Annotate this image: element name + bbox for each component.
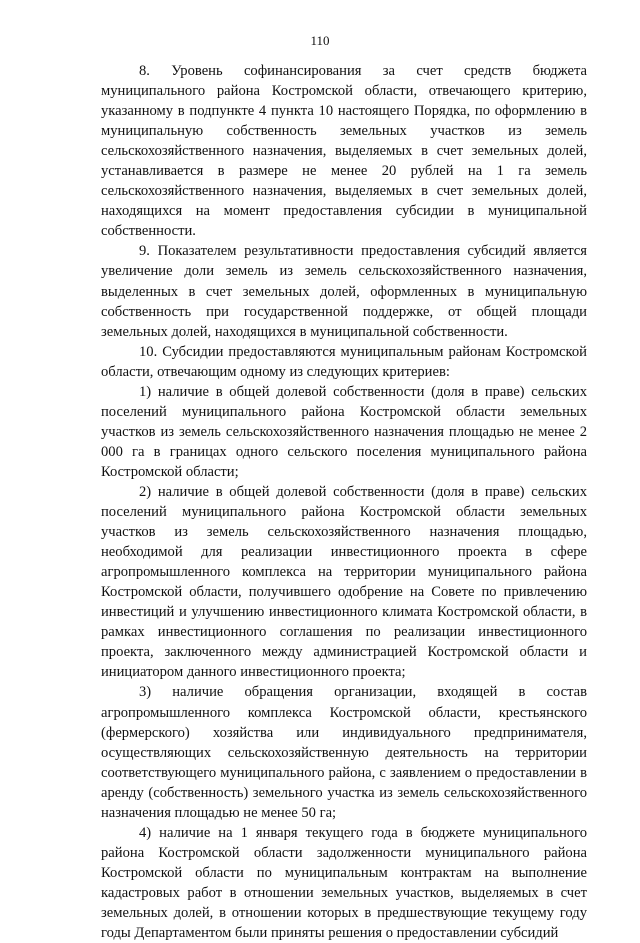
criterion-1: 1) наличие в общей долевой собственности (доля в праве) сельских поселений муниципального района Костромской области земельных участков из земель сельскохозяйственного назначения площадью не менее 2 000 га в границах одного сельского поселения муниципального района Костромской области; bbox=[101, 383, 587, 480]
page-number: 110 bbox=[310, 33, 330, 48]
document-body bbox=[101, 61, 587, 943]
criterion-3: 3) наличие обращения организации, входящей в состав агропромышленного комплекса Костромской области, крестьянского (фермерского) хозяйства или индивидуального предпринимателя, осуществляющих сельскохозяйственную деятельность на территории соответствующего муниципального района, с заявлением о предоставлении в аренду (собственность) земельного участка из земель сельскохозяйственного назначения площадью не менее 50 га; bbox=[101, 684, 587, 821]
paragraph-10: 10. Субсидии предоставляются муниципальным районам Костромской области, отвечающим одному из следующих критериев: bbox=[101, 343, 587, 380]
paragraph-8: 8. Уровень софинансирования за счет средств бюджета муниципального района Костромской области, отвечающего критерию, указанному в подпункте 4 пункта 10 настоящего Порядка, по оформлению в муниципальную собственность земельных участков из земель сельскохозяйственного назначения, выделяемых в счет земельных долей, устанавливается в размере не менее 20 рублей на 1 га земель сельскохозяйственного назначения, выделяемых в счет земельных долей, находящихся на момент предоставления субсидии в муниципальной собственности. bbox=[101, 63, 587, 240]
paragraph-9: 9. Показателем результативности предоставления субсидий является увеличение доли земель из земель сельскохозяйственного назначения, выделенных в счет земельных долей, оформленных в муниципальную собственность при государственной поддержке, от общей площади земельных долей, находящихся в муниципальной собственности. bbox=[101, 243, 587, 340]
criterion-2: 2) наличие в общей долевой собственности (доля в праве) сельских поселений муниципального района Костромской области земельных участков из земель сельскохозяйственного назначения площадью, необходимой для реализации инвестиционного проекта в сфере агропромышленного комплекса на территории муниципального района Костромской области, получившего одобрение на Совете по привлечению инвестиций и улучшению инвестиционного климата Костромской области, в рамках инвестиционного соглашения по реализации инвестиционного проекта, заключенного между администрацией Костромской области и инициатором данного инвестиционного проекта; bbox=[101, 483, 587, 681]
criterion-4: 4) наличие на 1 января текущего года в бюджете муниципального района Костромской области задолженности муниципального района Костромской области по муниципальным контрактам на выполнение кадастровых работ в отношении земельных участков, выделяемых в счет земельных долей, в отношении которых в предшествующие текущему году годы Департаментом были приняты решения о предоставлении субсидий bbox=[101, 824, 587, 942]
